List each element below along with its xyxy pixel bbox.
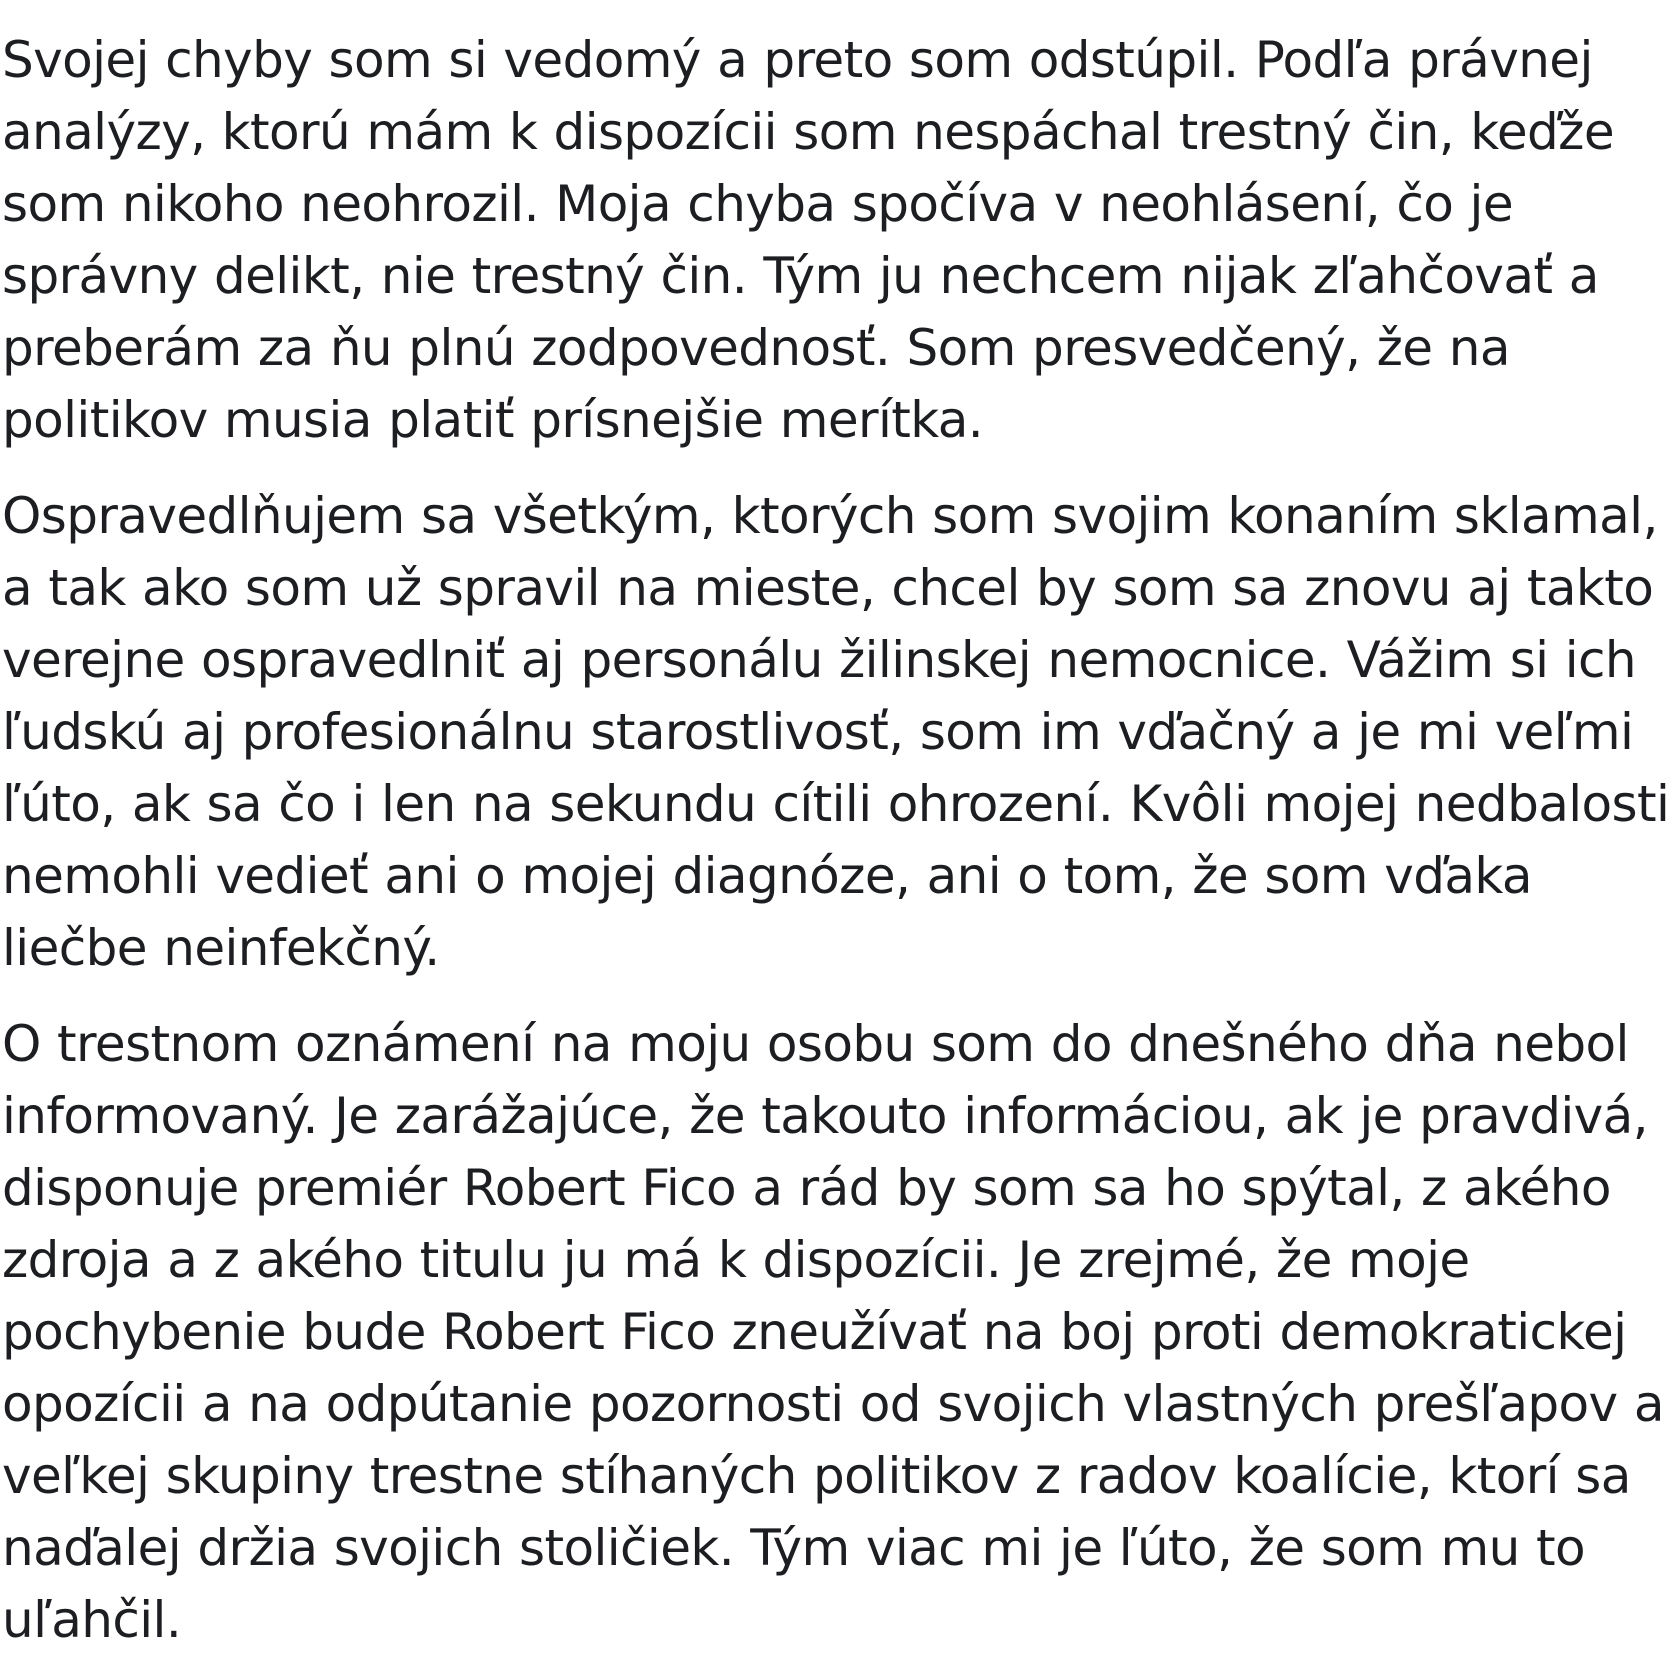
post-paragraph-2: Ospravedlňujem sa všetkým, ktorých som svojim konaním sklamal, a tak ako som už spravil na mieste, chcel by som sa znovu aj takto verejne ospravedlniť aj personálu žilinskej nemocnice. Vážim si ich ľudskú aj profesionálnu starostlivosť, som im vďačný a je mi veľmi ľúto, ak sa čo i len na sekundu cítili ohrození. Kvôli mojej nedbalosti nemohli vedieť ani o mojej diagnóze, ani o tom, že som vďaka liečbe neinfekčný. [2, 487, 1670, 977]
post-paragraph-3: O trestnom oznámení na moju osobu som do dnešného dňa nebol informovaný. Je zarážajúce, že takouto informáciou, ak je pravdivá, disponuje premiér Robert Fico a rád by som sa ho spýtal, z akého zdroja a z akého titulu ju má k dispozícii. Je zrejmé, že moje pochybenie bude Robert Fico zneužívať na boj proti demokratickej opozícii a na odpútanie pozornosti od svojich vlastných prešľapov a veľkej skupiny trestne stíhaných politikov z radov koalície, ktorí sa naďalej držia svojich stoličiek. Tým viac mi je ľúto, že som mu to uľahčil. [2, 1015, 1664, 1649]
post-paragraph-1: Svojej chyby som si vedomý a preto som odstúpil. Podľa právnej analýzy, ktorú mám k dispozícii som nespáchal trestný čin, keďže som nikoho neohrozil. Moja chyba spočíva v neohlásení, čo je správny delikt, nie trestný čin. Tým ju nechcem nijak zľahčovať a preberám za ňu plnú zodpovednosť. Som presvedčený, že na politikov musia platiť prísnejšie merítka. [2, 31, 1614, 449]
post-body [2, 24, 1678, 1680]
